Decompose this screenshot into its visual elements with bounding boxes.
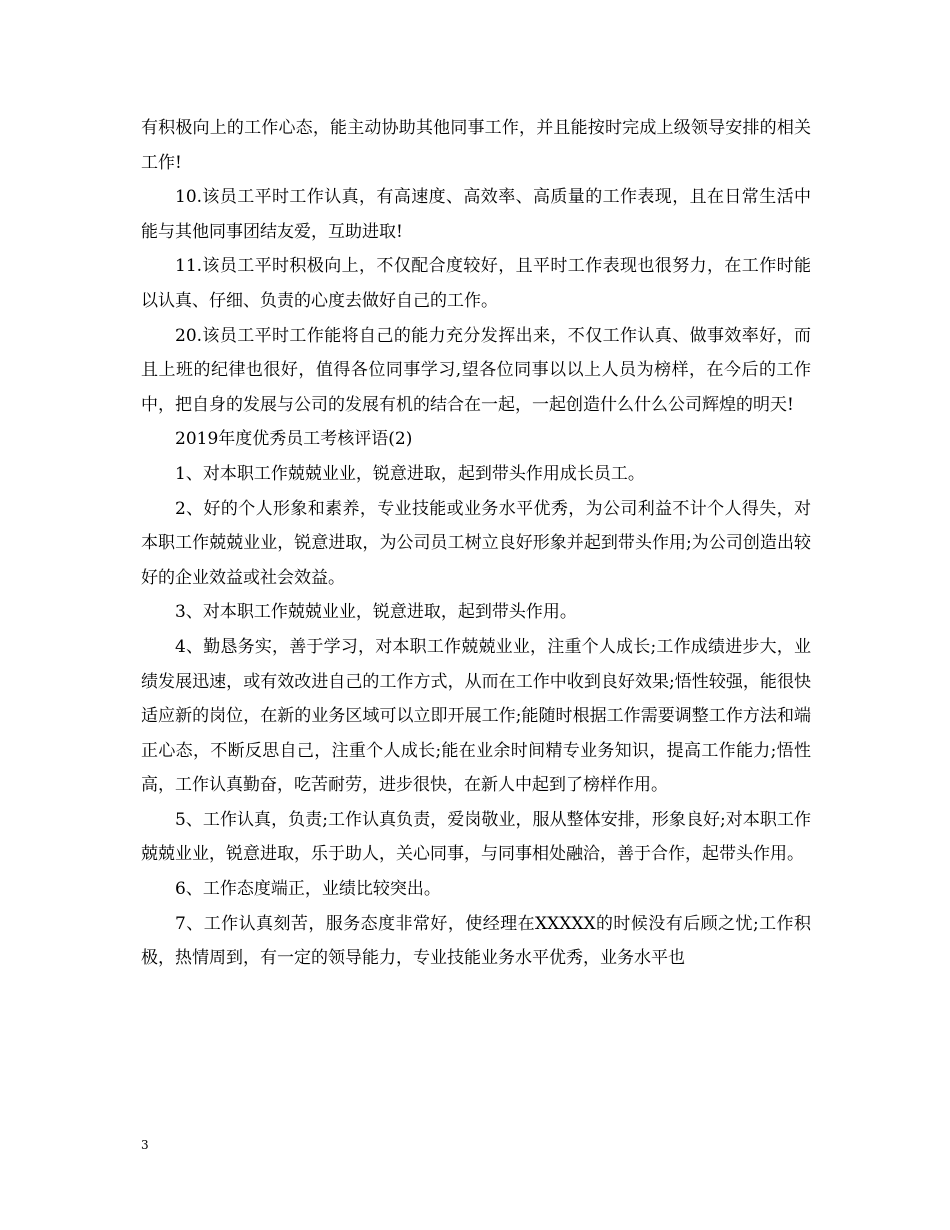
- paragraph: 10.该员工平时工作认真，有高速度、高效率、高质量的工作表现，且在日常生活中能与其他同事团结友爱，互助进取!: [141, 187, 811, 242]
- paragraph: 1、对本职工作兢兢业业，锐意进取，起到带头作用成长员工。: [175, 463, 645, 484]
- paragraph: 4、勤恳务实，善于学习，对本职工作兢兢业业，注重个人成长;工作成绩进步大，业绩发展迅速，或有效改进自己的工作方式，从而在工作中收到良好效果;悟性较强，能很快适应新的岗位，在新的业务区域可以立即开展工作;能随时根据工作需要调整工作方法和端正心态，不断反思自己，注重个人成长;能在业余时间精专业务知识，提高工作能力;悟性高，工作认真勤奋，吃苦耐劳，进步很快，在新人中起到了榜样作用。: [141, 636, 811, 796]
- paragraph: 20.该员工平时工作能将自己的能力充分发挥出来，不仅工作认真、做事效率好，而且上班的纪律也很好，值得各位同事学习,望各位同事以以上人员为榜样，在今后的工作中，把自身的发展与公司的发展有机的结合在一起，一起创造什么什么公司辉煌的明天!: [141, 325, 811, 415]
- section-heading: 2019年度优秀员工考核评语(2): [175, 429, 413, 450]
- paragraph: 6、工作态度端正，业绩比较突出。: [175, 879, 441, 900]
- page-number: 3: [141, 1138, 149, 1152]
- paragraph: 2、好的个人形象和素养，专业技能或业务水平优秀，为公司利益不计个人得失，对本职工作兢兢业业，锐意进取，为公司员工树立良好形象并起到带头作用;为公司创造出较好的企业效益或社会效益。: [141, 498, 811, 588]
- document-body: [141, 111, 811, 976]
- paragraph: 有积极向上的工作心态，能主动协助其他同事工作，并且能按时完成上级领导安排的相关工作!: [141, 118, 811, 173]
- paragraph: 11.该员工平时积极向上，不仅配合度较好，且平时工作表现也很努力，在工作时能以认真、仔细、负责的心度去做好自己的工作。: [141, 256, 811, 311]
- paragraph: 5、工作认真，负责;工作认真负责，爱岗敬业，服从整体安排，形象良好;对本职工作兢兢业业，锐意进取，乐于助人，关心同事，与同事相处融洽，善于合作，起带头作用。: [141, 809, 811, 865]
- paragraph: 3、对本职工作兢兢业业，锐意进取，起到带头作用。: [175, 602, 577, 623]
- paragraph: 7、工作认真刻苦，服务态度非常好，使经理在XXXXX的时候没有后顾之忧;工作积极，热情周到，有一定的领导能力，专业技能业务水平优秀，业务水平也: [141, 913, 811, 969]
